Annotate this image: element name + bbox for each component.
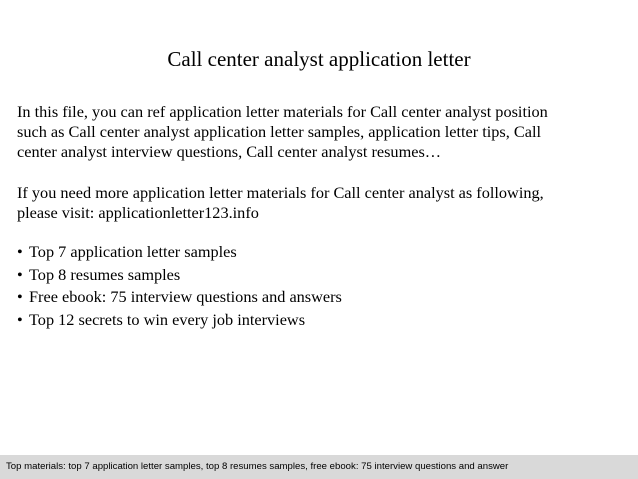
bullet-icon: • — [17, 264, 23, 284]
list-item — [17, 264, 342, 287]
intro-paragraph — [17, 102, 627, 162]
followup-line: If you need more application letter materials for Call center analyst as following, — [17, 183, 544, 202]
list-item-label: Top 12 secrets to win every job interviews — [29, 309, 306, 329]
list-item-label: Top 7 application letter samples — [29, 242, 237, 261]
followup-line: please visit: applicationletter123.info — [17, 203, 259, 222]
list-item — [17, 309, 342, 332]
list-item-label: Free ebook: 75 interview questions and answers — [29, 287, 342, 306]
materials-list — [17, 241, 342, 331]
bullet-icon: • — [17, 287, 23, 306]
list-item-label: Top 8 resumes samples — [29, 264, 181, 284]
list-item — [17, 241, 342, 264]
footer-text: Top materials: top 7 application letter samples, top 8 resumes samples, free ebook: 75 interview questions and answer — [6, 461, 509, 472]
intro-line: center analyst interview questions, Call center analyst resumes… — [17, 142, 442, 161]
page-title: Call center analyst application letter — [167, 47, 471, 71]
bullet-icon: • — [17, 309, 23, 329]
footer-bar — [0, 455, 638, 479]
bullet-icon: • — [17, 242, 23, 261]
followup-paragraph — [17, 183, 627, 223]
list-item — [17, 286, 342, 309]
intro-line: such as Call center analyst application letter samples, application letter tips, Call — [17, 122, 542, 141]
intro-line: In this file, you can ref application letter materials for Call center analyst position — [17, 102, 548, 121]
